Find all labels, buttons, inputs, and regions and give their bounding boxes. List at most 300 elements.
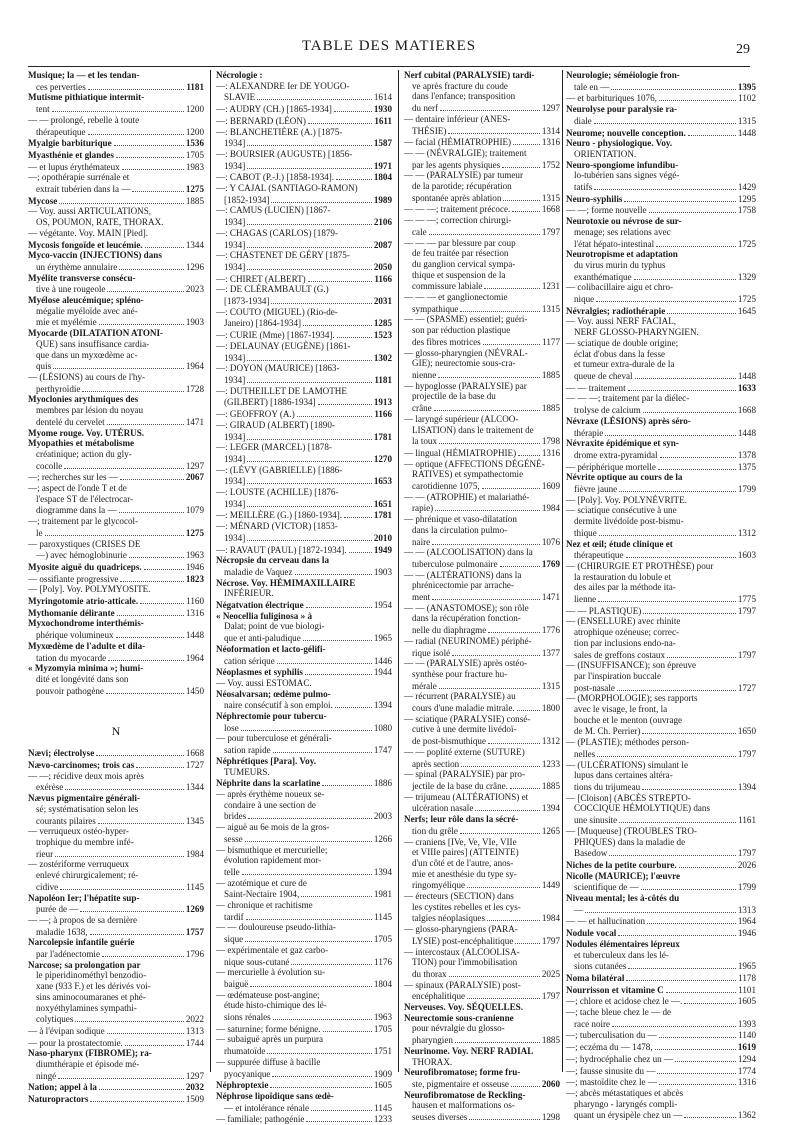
entry-text: — — poplité externe (SUTURE) — [404, 746, 525, 757]
page-reference: 1775 — [737, 594, 756, 605]
dot-leader — [119, 261, 184, 270]
entry-text: Mycosis fongoïde et leucémie. — [28, 239, 143, 250]
entry-line — [566, 793, 756, 804]
entry-line — [404, 181, 560, 192]
dot-leader — [245, 933, 372, 942]
page-reference: 1395 — [737, 81, 756, 92]
dot-leader — [107, 283, 183, 292]
index-entry — [404, 203, 560, 215]
entry-line — [28, 759, 204, 771]
dot-leader — [684, 995, 735, 1004]
dot-leader — [455, 1034, 540, 1043]
page-reference: 1269 — [185, 904, 204, 915]
index-entry — [28, 195, 204, 207]
entry-text: — (LÉSIONS) au cours de l'hy- — [28, 371, 146, 382]
dot-leader — [643, 404, 736, 413]
index-entry — [404, 314, 560, 347]
entry-line — [404, 259, 560, 270]
entry-text: Neurectomie sous-cranienne — [404, 1012, 514, 1023]
dot-leader — [511, 1078, 540, 1087]
index-entry — [216, 777, 392, 789]
index-entry — [216, 420, 392, 442]
dot-leader — [248, 810, 372, 819]
entry-text: Nécrose. Voy. HÉMIMAXILLAIRE — [216, 577, 356, 588]
entry-text: — périphérique mortelle — [566, 461, 656, 472]
entry-line — [28, 903, 204, 915]
entry-line — [566, 950, 756, 961]
entry-line — [28, 449, 204, 460]
dot-leader — [96, 747, 184, 756]
page-reference: 1375 — [737, 461, 756, 472]
entry-line — [216, 396, 392, 408]
page-reference: 1725 — [737, 294, 756, 305]
header-rule — [28, 66, 750, 67]
page-reference: 1076 — [541, 536, 560, 547]
entry-line — [566, 881, 756, 893]
index-entry — [566, 1088, 756, 1121]
page-reference: 1315 — [541, 192, 560, 203]
index-entry — [404, 170, 560, 203]
entry-line — [566, 1029, 756, 1041]
index-entry — [28, 137, 204, 149]
entry-line — [28, 804, 204, 815]
entry-text: — dentaire inférieur (ANES- — [404, 113, 511, 124]
dot-leader — [657, 1065, 735, 1074]
dot-leader — [435, 502, 540, 511]
entry-line — [28, 137, 204, 149]
page-reference: 1231 — [541, 281, 560, 292]
index-entry — [566, 472, 756, 494]
dot-leader — [308, 273, 373, 282]
entry-text: 1934] — [224, 160, 246, 171]
entry-line — [216, 363, 392, 374]
entry-line — [404, 724, 560, 735]
entry-text: —: CHASTENET DE GÉRY [1875- — [216, 250, 350, 261]
page-reference: 1394 — [541, 803, 560, 814]
entry-line — [404, 292, 560, 303]
entry-text: Nævi; électrolyse — [28, 748, 95, 759]
entry-line — [566, 616, 756, 627]
page-reference: 1315 — [541, 303, 560, 314]
dot-leader — [247, 160, 372, 169]
entry-line — [28, 195, 204, 207]
dot-leader — [439, 435, 540, 444]
dot-leader — [64, 460, 184, 469]
page-reference: 1270 — [373, 453, 392, 464]
entry-line — [216, 127, 392, 138]
entry-line — [404, 226, 560, 238]
entry-text: — et intolérance rénale — [224, 1102, 310, 1113]
index-entry — [404, 514, 560, 547]
entry-text: condaire à une section de — [224, 799, 316, 810]
page-reference: 1449 — [541, 880, 560, 891]
entry-text: menage; ses relations avec — [574, 226, 671, 237]
entry-text: maladie 1638, — [36, 926, 88, 937]
entry-text: Saint-Nectaire 1904, — [224, 889, 300, 900]
dot-leader — [242, 866, 372, 875]
page-reference: 1946 — [185, 561, 204, 572]
dot-leader — [429, 226, 540, 235]
index-entry — [404, 148, 560, 170]
dot-leader — [344, 509, 372, 518]
page-reference: 2050 — [373, 261, 392, 272]
entry-line — [566, 572, 756, 583]
index-entry — [566, 305, 756, 317]
dot-leader — [432, 536, 540, 545]
entry-line — [216, 978, 392, 990]
entry-line — [566, 1099, 756, 1110]
entry-text: membres par lésion du noyau — [36, 405, 144, 416]
dot-leader — [247, 137, 372, 146]
entry-line — [216, 1057, 392, 1068]
page-reference: 1160 — [186, 596, 204, 607]
index-entry — [566, 984, 756, 996]
entry-text: — (ULCÉRATIONS) simulant le — [566, 759, 688, 770]
index-entry — [566, 505, 756, 538]
entry-text: trophique du membre infé- — [36, 837, 134, 847]
entry-text: — familiale; pathogénie — [216, 1114, 305, 1125]
page-reference: 1614 — [373, 92, 392, 103]
entry-line — [566, 725, 756, 737]
entry-line — [28, 126, 204, 138]
index-entry — [566, 461, 756, 473]
entry-text: Myoclonies arythmiques des — [28, 394, 139, 405]
entry-line — [566, 859, 756, 871]
page-reference: 1725 — [737, 238, 756, 249]
entry-line — [216, 689, 392, 700]
dot-leader — [247, 453, 372, 462]
page-reference: 1145 — [374, 911, 392, 922]
entry-line — [28, 815, 204, 827]
entry-line — [566, 539, 756, 550]
entry-text: Myosite aiguë du quadriceps. — [28, 561, 142, 572]
entry-line — [404, 924, 560, 935]
page-reference: 1984 — [541, 503, 560, 514]
index-entry — [28, 92, 204, 114]
index-entry — [28, 618, 204, 640]
dot-leader — [323, 1023, 372, 1032]
entry-line — [566, 81, 756, 93]
index-entry — [28, 663, 204, 696]
index-entry — [566, 138, 756, 159]
index-entry — [566, 826, 756, 859]
entry-line — [216, 733, 392, 744]
entry-text: tion du grêle — [412, 825, 458, 836]
index-entry — [28, 915, 204, 937]
section-gap — [28, 696, 204, 718]
dot-leader — [642, 725, 735, 734]
entry-line — [216, 855, 392, 866]
entry-line — [216, 408, 392, 420]
entry-line — [404, 70, 560, 81]
entry-text: GIE); neurectomie sous-cra- — [412, 358, 516, 369]
dot-leader — [250, 978, 372, 987]
page-reference: 2031 — [373, 296, 392, 307]
entry-line — [28, 81, 204, 93]
column-divider — [398, 70, 399, 1072]
entry-text: — et lupus érythémateux — [28, 161, 120, 172]
entry-text: 1934] — [224, 138, 246, 149]
entry-line — [216, 420, 392, 431]
entry-line — [28, 149, 204, 161]
entry-line — [28, 652, 204, 664]
entry-line — [566, 461, 756, 473]
entry-text: —: LEGER (MARCEL) [1878- — [216, 442, 332, 453]
entry-text: INFÉRIEUR. — [224, 588, 274, 599]
page-reference: 1752 — [541, 159, 560, 170]
entry-text: son par réduction plastique — [412, 325, 511, 336]
entry-line — [28, 460, 204, 472]
index-entry — [216, 115, 392, 127]
entry-text: de la parotide; récupération — [412, 181, 512, 192]
entry-text: quis — [36, 361, 52, 372]
entry-line — [404, 192, 560, 204]
dot-leader — [659, 1076, 736, 1085]
entry-text: Mythomanie délirante — [28, 607, 115, 618]
entry-text: tive à une rougeole — [36, 284, 106, 295]
entry-text: drome extra-pyramidal — [574, 449, 658, 460]
entry-text: sympathique — [412, 303, 459, 314]
dot-leader — [60, 881, 184, 890]
dot-leader — [460, 825, 540, 834]
page-reference: 1181 — [186, 81, 204, 92]
index-entry — [404, 114, 560, 136]
page-reference: 1964 — [737, 916, 756, 927]
dot-leader — [626, 972, 736, 981]
entry-line — [28, 793, 204, 804]
entry-text: —: CURIE (Mme) [1867-1934]. — [216, 330, 335, 341]
page-header — [28, 38, 750, 62]
dot-leader — [611, 81, 735, 90]
page-reference: 1312 — [737, 527, 756, 538]
entry-line — [28, 228, 204, 239]
entry-line — [404, 580, 560, 591]
entry-line — [28, 70, 204, 81]
entry-line — [404, 1067, 560, 1078]
entry-text: Mycose — [28, 195, 58, 206]
index-entry — [216, 1113, 392, 1125]
entry-text: spontanée après ablation — [412, 192, 502, 203]
entry-text: — mercurielle à évolution su- — [216, 967, 326, 978]
entry-line — [216, 744, 392, 756]
entry-line — [566, 1053, 756, 1065]
index-entry — [404, 447, 560, 459]
entry-line — [28, 1013, 204, 1025]
dot-leader — [90, 926, 184, 935]
page-reference: 1587 — [373, 138, 392, 149]
dot-leader — [624, 193, 735, 202]
entry-text: thérapeutique — [36, 126, 86, 137]
entry-text: atrophique ozéneuse; correc- — [574, 627, 680, 638]
entry-text: —; recherches sur les — — [28, 472, 118, 483]
entry-line — [404, 792, 560, 803]
entry-line — [216, 70, 392, 81]
index-entry — [28, 428, 204, 439]
entry-text: —; hydrocéphalie chez un — — [566, 1053, 674, 1064]
index-entry — [216, 329, 392, 341]
entry-text: LYSIE) post-encéphalitique — [412, 935, 514, 946]
entry-line — [404, 691, 560, 702]
index-entry — [404, 658, 560, 691]
entry-line — [216, 599, 392, 611]
page-reference: 1797 — [541, 935, 560, 946]
entry-text: diale — [574, 115, 592, 126]
index-entry — [566, 871, 756, 893]
entry-text: l'espace ST de l'électrocar- — [36, 493, 134, 504]
entry-text: Neurofibromatose; forme fru- — [404, 1067, 521, 1078]
entry-line — [566, 349, 756, 360]
entry-text: Myco-vaccin (INJECTIONS) dans — [28, 250, 162, 261]
dot-leader — [688, 127, 736, 136]
entry-line — [28, 607, 204, 619]
index-entry — [216, 845, 392, 878]
index-entry — [216, 521, 392, 543]
index-entry — [28, 937, 204, 959]
index-entry — [404, 792, 560, 814]
entry-text: ringomyélique — [412, 880, 466, 891]
page-reference: 1394 — [373, 700, 392, 711]
page-reference: 1448 — [737, 370, 756, 381]
entry-text: — sciatique consécutive à une — [566, 505, 677, 516]
entry-text: rapie) — [412, 503, 434, 514]
entry-text: Neuro-spongiome infundibu- — [566, 159, 679, 170]
dot-leader — [675, 1053, 736, 1062]
page-reference: 1903 — [185, 317, 204, 328]
entry-line — [28, 438, 204, 449]
entry-line — [216, 555, 392, 566]
dot-leader — [246, 911, 372, 920]
index-entry — [216, 273, 392, 285]
entry-text: maladie de Vaquez — [224, 566, 293, 577]
entry-text: — facial (HÉMIATROPHIE) — [404, 137, 512, 148]
entry-line — [216, 1113, 392, 1125]
page-reference: 1965 — [373, 633, 392, 644]
entry-text: pharyngien — [412, 1035, 453, 1046]
entry-text: [1852-1934] — [224, 194, 270, 205]
index-entry — [566, 92, 756, 104]
entry-text: — pour la prostatectomie. — [28, 1037, 123, 1048]
page-reference: 1633 — [737, 382, 756, 393]
entry-line — [566, 170, 756, 181]
entry-text: la toux — [412, 436, 438, 447]
entry-text: — suppurée diffuse à bacille — [216, 1056, 321, 1067]
entry-text: Myxœdème de l'adulte et dila- — [28, 640, 146, 651]
index-entry — [566, 193, 756, 205]
index-entry — [404, 570, 560, 603]
entry-text: brides — [224, 811, 247, 822]
index-entry — [566, 927, 756, 939]
entry-line — [216, 722, 392, 734]
entry-line — [566, 960, 756, 972]
entry-text: — — (PARALYSIE) après ostéo- — [404, 658, 528, 669]
entry-text: hausen et malformations os- — [412, 1100, 515, 1111]
entry-text: Nerveuses. Voy. SÉQUELLES. — [404, 1002, 524, 1013]
index-entry — [566, 495, 756, 506]
entry-text: tions du trijumeau — [574, 782, 641, 792]
entry-line — [216, 216, 392, 228]
entry-text: — lingual (HÉMIATROPHIE) — [404, 447, 517, 458]
entry-line — [216, 386, 392, 397]
entry-line — [216, 1034, 392, 1045]
entry-text: thique — [574, 527, 597, 538]
dot-leader — [45, 527, 184, 536]
index-entry — [28, 859, 204, 892]
index-entry — [216, 544, 392, 556]
entry-text: Nodules élémentaires lépreux — [566, 938, 680, 949]
entry-text: — —; récidive deux mois après — [28, 770, 144, 781]
entry-text: — subaiguë après un purpura — [216, 1034, 324, 1045]
entry-text: — érecteurs (SECTION) dans — [404, 891, 514, 902]
entry-line — [566, 227, 756, 238]
entry-line — [404, 136, 560, 148]
page-title: TABLE DES MATIERES — [301, 38, 477, 54]
dot-leader — [679, 859, 736, 868]
dot-leader — [334, 103, 372, 112]
dot-leader — [597, 748, 736, 757]
entry-line — [216, 956, 392, 968]
index-entry — [216, 1091, 392, 1113]
index-entry — [216, 127, 392, 149]
entry-line — [216, 341, 392, 352]
entry-line — [28, 747, 204, 759]
column-divider — [562, 70, 563, 1072]
entry-text: — (CHIRURGIE ET PROTHÈSE) pour — [566, 560, 714, 571]
entry-text: — verruqueux ostéo-hyper- — [28, 826, 129, 837]
index-entry — [28, 759, 204, 771]
entry-line — [216, 822, 392, 833]
index-entry — [566, 995, 756, 1007]
entry-text: tuberculose pulmonaire — [412, 558, 498, 569]
entry-text: — à l'évipan sodique — [28, 1025, 105, 1036]
entry-text: —: AUDRY (CH.) [1865-1934] — [216, 104, 332, 115]
entry-text: Napoléon Ier; l'hépatite sup- — [28, 892, 140, 903]
index-entry — [216, 555, 392, 577]
entry-line — [566, 316, 756, 327]
entry-text: par l'adénectomie — [36, 949, 100, 960]
entry-line — [566, 638, 756, 649]
entry-text: Myocarde (DILATATION ATONI- — [28, 328, 164, 339]
entry-line — [216, 442, 392, 453]
entry-text: Neurinome. Voy. NERF RADIAL — [404, 1045, 534, 1056]
dot-leader — [461, 758, 540, 767]
entry-text: ve après fracture du coude — [412, 80, 508, 91]
entry-text: — — (ANASTOMOSE); son rôle — [404, 602, 529, 613]
entry-line — [216, 1045, 392, 1057]
index-entry — [216, 967, 392, 989]
page-reference: 1913 — [373, 397, 392, 408]
index-entry — [566, 693, 756, 737]
entry-line — [216, 900, 392, 911]
dot-leader — [247, 431, 372, 440]
dot-leader — [469, 1111, 540, 1120]
entry-line — [404, 1013, 560, 1024]
entry-line — [566, 814, 756, 826]
entry-line — [216, 588, 392, 599]
dot-leader — [612, 1018, 736, 1027]
dot-leader — [117, 607, 184, 616]
entry-text: Noma bilatéral — [566, 972, 625, 983]
entry-line — [216, 611, 392, 622]
entry-line — [216, 1023, 392, 1035]
page-reference: 1603 — [737, 550, 756, 561]
page-reference: 1471 — [185, 416, 204, 427]
entry-line — [404, 348, 560, 359]
index-entry — [404, 947, 560, 980]
entry-text: cutive à une dermite livédoï- — [412, 724, 517, 735]
entry-text: Nourrisson et vitamine C — [566, 984, 664, 995]
dot-leader — [90, 1093, 183, 1102]
entry-text: LISATION) dans le traitement de — [412, 424, 534, 435]
